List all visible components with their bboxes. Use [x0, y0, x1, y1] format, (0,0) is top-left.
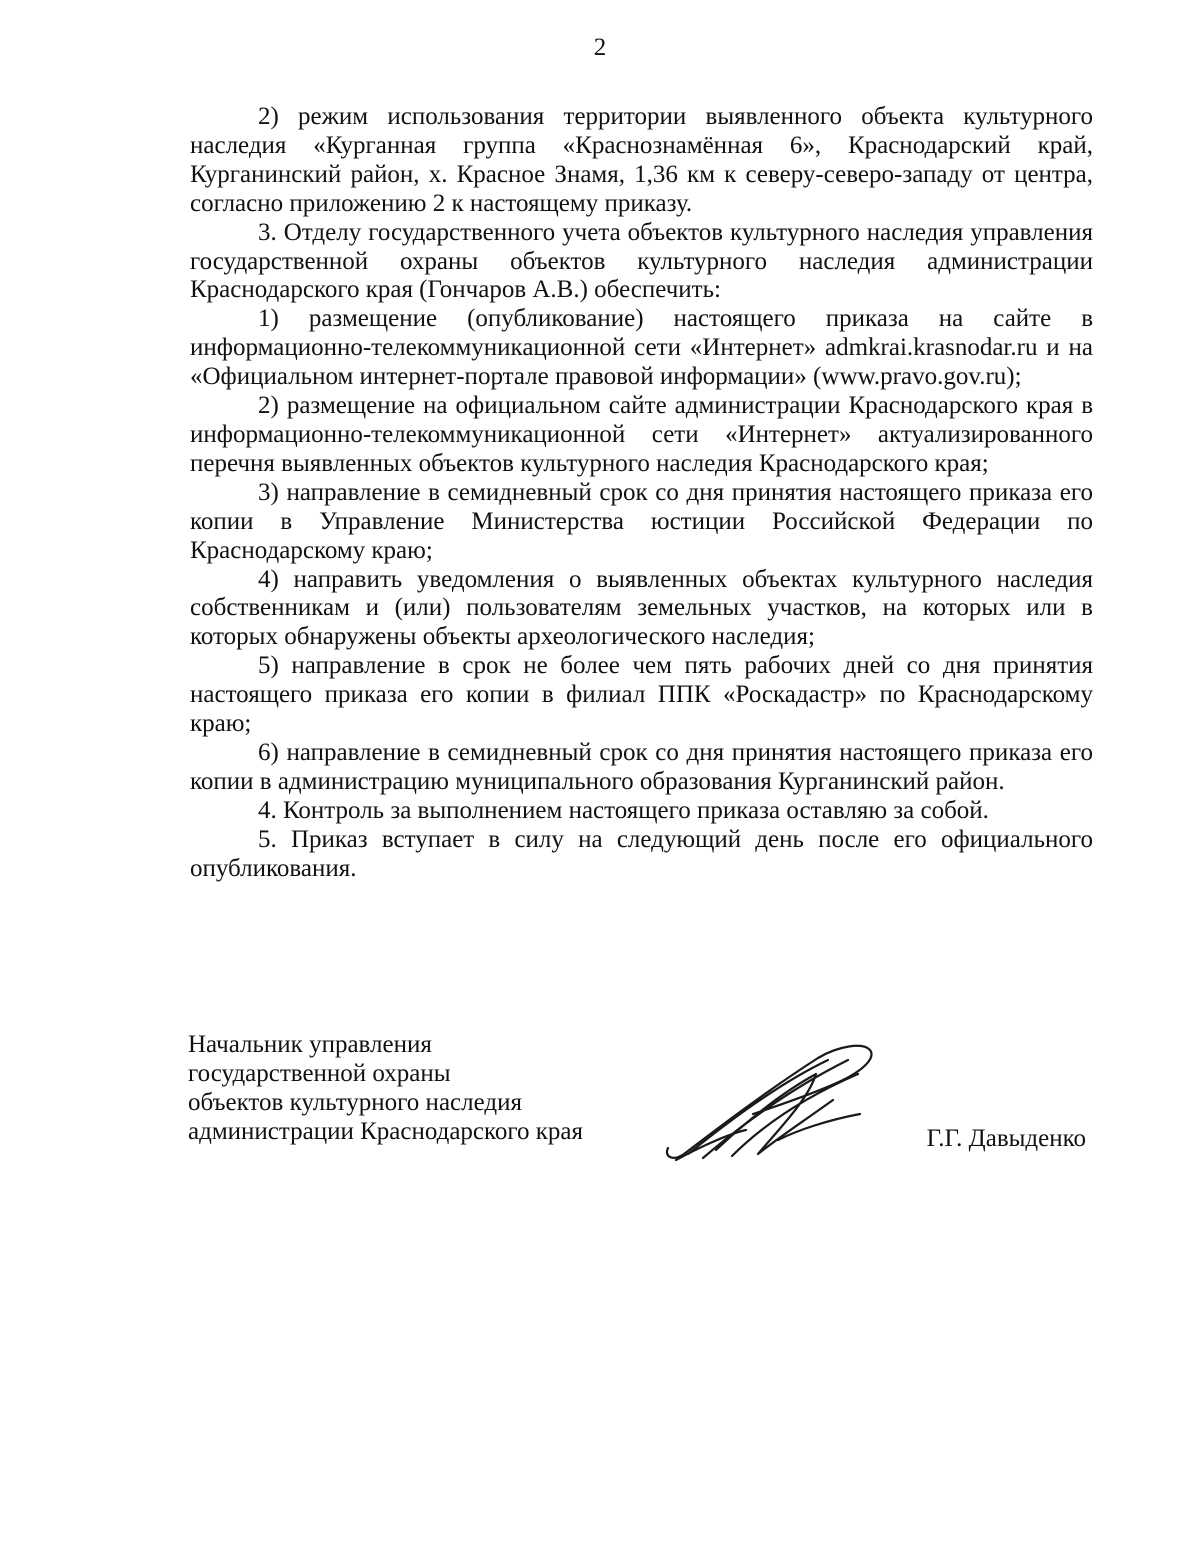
position-line: администрации Краснодарского края: [188, 1118, 584, 1145]
paragraph: 1) размещение (опубликование) настоящего приказа на сайте в информационно-телекоммуникационной сети «Интернет» admkrai.krasnodar.ru и на «Официальном интернет-портале правовой информации» (www.pravo.gov.ru);: [190, 305, 1093, 391]
paragraph: 6) направление в семидневный срок со дня принятия настоящего приказа его копии в администрацию муниципального образования Курганинский район.: [190, 738, 1093, 795]
paragraph: 5. Приказ вступает в силу на следующий день после его официального опубликования.: [190, 825, 1093, 882]
paragraph: 2) размещение на официальном сайте администрации Краснодарского края в информационно-телекоммуникационной сети «Интернет» актуализированного перечня выявленных объектов культурного наследия Краснодарского края;: [190, 392, 1093, 477]
handwritten-signature: [658, 1030, 888, 1170]
paragraph: 3) направление в семидневный срок со дня принятия настоящего приказа его копии в Управление Министерства юстиции Российской Федерации по Краснодарскому краю;: [190, 478, 1093, 564]
paragraph: 4) направить уведомления о выявленных объектах культурного наследия собственникам и (или) пользователям земельных участков, на которых или в которых обнаружены объекты археологического наследия;: [190, 565, 1093, 651]
position-line: объектов культурного наследия: [188, 1089, 522, 1116]
paragraph: 3. Отделу государственного учета объектов культурного наследия управления государственной охраны объектов культурного наследия администрации Краснодарского края (Гончаров А.В.) обеспечить:: [190, 218, 1093, 304]
paragraph: 4. Контроль за выполнением настоящего приказа оставляю за собой.: [258, 796, 989, 824]
signatory-position: [188, 1030, 583, 1146]
paragraph: 2) режим использования территории выявленного объекта культурного наследия «Курганная группа «Краснознамённая 6», Краснодарский край, Курганинский район, х. Красное Знамя, 1,36 км к северу-северо-западу от центра, согласно приложению 2 к настоящему приказу.: [190, 103, 1093, 217]
position-line: государственной охраны: [188, 1060, 451, 1087]
page-number: 2: [593, 34, 607, 61]
signature-block: [188, 1030, 1098, 1170]
paragraph: 5) направление в срок не более чем пять рабочих дней со дня принятия настоящего приказа его копии в филиал ППК «Роскадастр» по Краснодарскому краю;: [190, 652, 1093, 738]
signatory-name: Г.Г. Давыденко: [926, 1125, 1086, 1152]
document-body: [190, 103, 1093, 883]
position-line: Начальник управления: [188, 1031, 432, 1058]
